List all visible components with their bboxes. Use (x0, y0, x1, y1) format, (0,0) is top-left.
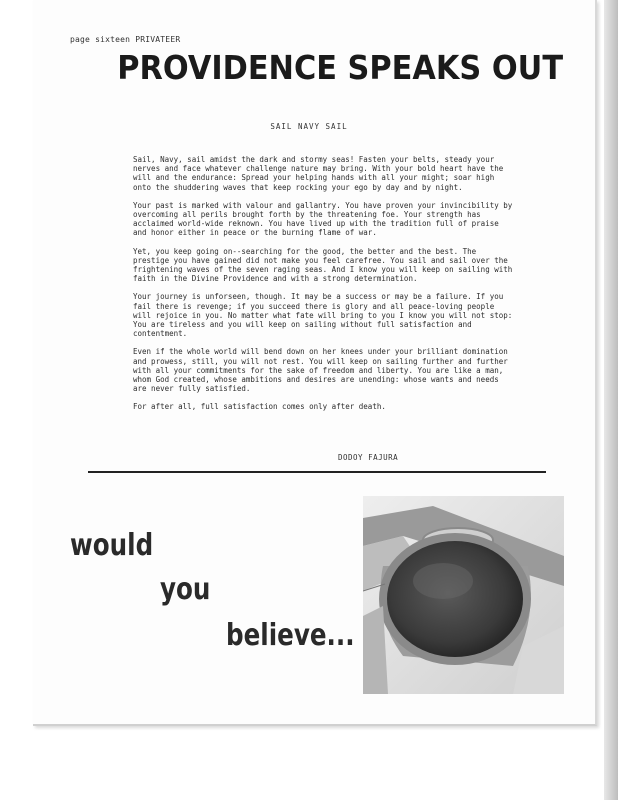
feature-word-would: would (70, 528, 154, 563)
article-body (133, 155, 513, 421)
feature-word-believe: believe... (226, 618, 355, 653)
paragraph: Yet, you keep going on--searching for the good, the better and the best. The prestige you have gained did not make you feel carefree. You sail and sail over the frightening waves of the seven raging seas. And I know you will keep on sailing with faith in the Divine Providence and with a strong determination. (133, 246, 513, 284)
paragraph: Even if the whole world will bend down on her knees under your brilliant domination and prowess, still, you will not rest. You will keep on sailing further and further with all your commitments for the sake of freedom and liberty. You are like a man, whom God created, whose ambitions and desires are unending: whose wants and needs are never fully satisfied. (133, 347, 508, 394)
paragraph: Sail, Navy, sail amidst the dark and stormy seas! Fasten your belts, steady your nerves and face whatever challenge nature may bring. With your bold heart have the will and the endurance: Spread your helping hands with all your might; soar high onto the shuddering waves that keep rocking your ego by day and by night. (133, 155, 504, 192)
paragraph: For after all, full satisfaction comes only after death. (133, 402, 386, 412)
article-title: PROVIDENCE SPEAKS OUT (117, 48, 564, 87)
paragraph: Your journey is unforseen, though. It may be a success or may be a failure. If you fail there is revenge; if you succeed there is glory and all peace-loving people will rejoice in you. No matter what fate will bring to you I know you will not stop: You are tireless and you will keep on sailing without full satisfaction and contentment. (133, 292, 513, 339)
page-folio: page sixteen PRIVATEER (70, 35, 181, 44)
section-divider (88, 471, 546, 473)
feature-word-you: you (160, 572, 211, 607)
author-byline: DODOY FAJURA (338, 453, 399, 462)
bell-photo-illustration (363, 496, 564, 694)
page-edge-shadow (604, 0, 618, 800)
paragraph: Your past is marked with valour and gallantry. You have proven your invincibility by overcoming all perils brought forth by the threatening foe. Your strength has acclaimed world-wide reknown. You have lived up with the tradition full of praise and honor either in peace or the burning flame of war. (133, 200, 513, 238)
article-subtitle: SAIL NAVY SAIL (270, 122, 348, 131)
bell-photo (363, 496, 564, 694)
